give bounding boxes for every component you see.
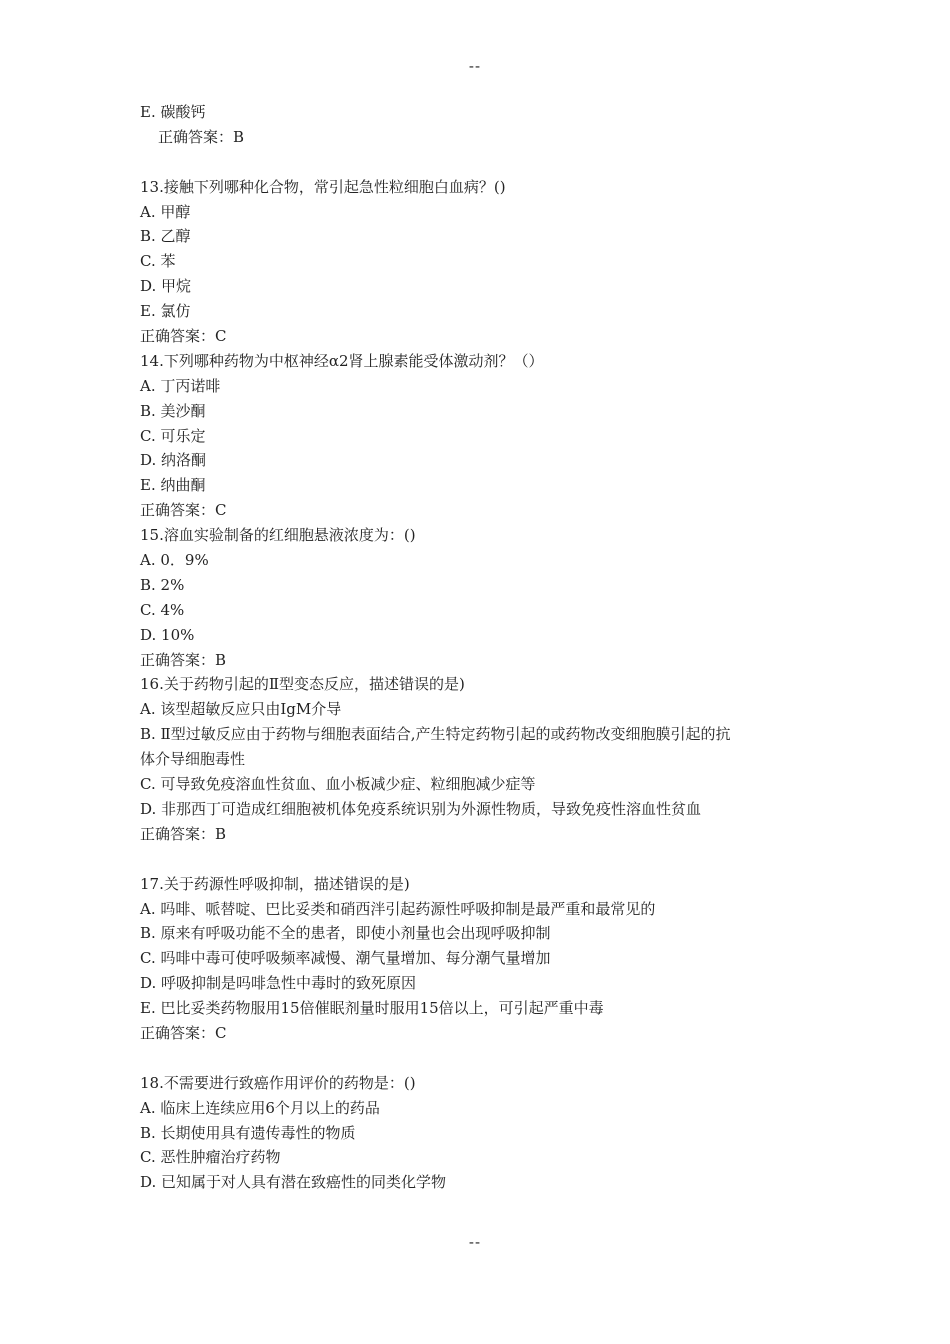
question-14-answer: 正确答案：C xyxy=(140,501,227,520)
question-14-option-c: C. 可乐定 xyxy=(140,426,206,445)
answer-line: 正确答案：B xyxy=(158,127,245,146)
question-16-option-d: D. 非那西丁可造成红细胞被机体免疫系统识别为外源性物质，导致免疫性溶血性贫血 xyxy=(140,799,702,818)
question-13-option-e: E. 氯仿 xyxy=(140,302,191,321)
question-14-stem: 14.下列哪种药物为中枢神经α2肾上腺素能受体激动剂？（） xyxy=(140,351,544,370)
question-17-option-d: D. 呼吸抑制是吗啡急性中毒时的致死原因 xyxy=(140,974,417,993)
page-marker-bottom: -- xyxy=(468,1233,482,1251)
question-16-option-a: A. 该型超敏反应只由IgM介导 xyxy=(140,700,342,719)
question-17-stem: 17.关于药源性呼吸抑制，描述错误的是) xyxy=(140,874,410,893)
question-16-stem: 16.关于药物引起的Ⅱ型变态反应，描述错误的是) xyxy=(140,675,465,694)
question-14-option-b: B. 美沙酮 xyxy=(140,401,206,420)
question-13-option-b: B. 乙醇 xyxy=(140,227,191,246)
question-13-answer: 正确答案：C xyxy=(140,327,227,346)
question-18-option-a: A. 临床上连续应用6个月以上的药品 xyxy=(140,1098,380,1117)
question-15-answer: 正确答案：B xyxy=(140,650,227,669)
question-15-stem: 15.溶血实验制备的红细胞悬液浓度为：() xyxy=(140,526,416,545)
question-15-option-b: B. 2% xyxy=(140,575,185,594)
question-18-option-c: C. 恶性肿瘤治疗药物 xyxy=(140,1148,281,1167)
question-16-option-b: B. Ⅱ型过敏反应由于药物与细胞表面结合,产生特定药物引起的或药物改变细胞膜引起的抗 xyxy=(140,725,731,744)
question-15-option-c: C. 4% xyxy=(140,600,185,619)
question-list xyxy=(140,100,840,1195)
question-17-option-c: C. 吗啡中毒可使呼吸频率减慢、潮气量增加、每分潮气量增加 xyxy=(140,949,551,968)
question-15-option-d: D. 10% xyxy=(140,625,195,644)
question-14-option-e: E. 纳曲酮 xyxy=(140,476,206,495)
question-16-option-c: C. 可导致免疫溶血性贫血、血小板减少症、粒细胞减少症等 xyxy=(140,775,536,794)
question-16-option-b-continued: 体介导细胞毒性 xyxy=(140,750,246,769)
question-17-answer: 正确答案：C xyxy=(140,1023,227,1042)
question-17-option-a: A. 吗啡、哌替啶、巴比妥类和硝西泮引起药源性呼吸抑制是最严重和最常见的 xyxy=(140,899,656,918)
question-14-option-a: A. 丁丙诺啡 xyxy=(140,376,221,395)
question-17-option-b: B. 原来有呼吸功能不全的患者，即使小剂量也会出现呼吸抑制 xyxy=(140,924,551,943)
question-18-option-d: D. 已知属于对人具有潜在致癌性的同类化学物 xyxy=(140,1173,447,1192)
question-17-option-e: E. 巴比妥类药物服用15倍催眠剂量时服用15倍以上，可引起严重中毒 xyxy=(140,999,604,1018)
question-13-option-d: D. 甲烷 xyxy=(140,277,192,296)
question-18-stem: 18.不需要进行致癌作用评价的药物是：() xyxy=(140,1073,416,1092)
page-marker-top: -- xyxy=(468,57,482,75)
question-14-option-d: D. 纳洛酮 xyxy=(140,451,207,470)
question-13-option-c: C. 苯 xyxy=(140,252,176,271)
option-e: E. 碳酸钙 xyxy=(140,103,206,121)
question-13-option-a: A. 甲醇 xyxy=(140,202,191,221)
question-15-option-a: A. 0．9% xyxy=(140,551,209,570)
question-16-answer: 正确答案：B xyxy=(140,824,227,843)
question-18-option-b: B. 长期使用具有遗传毒性的物质 xyxy=(140,1123,356,1142)
question-13-stem: 13.接触下列哪种化合物，常引起急性粒细胞白血病？() xyxy=(140,177,506,196)
